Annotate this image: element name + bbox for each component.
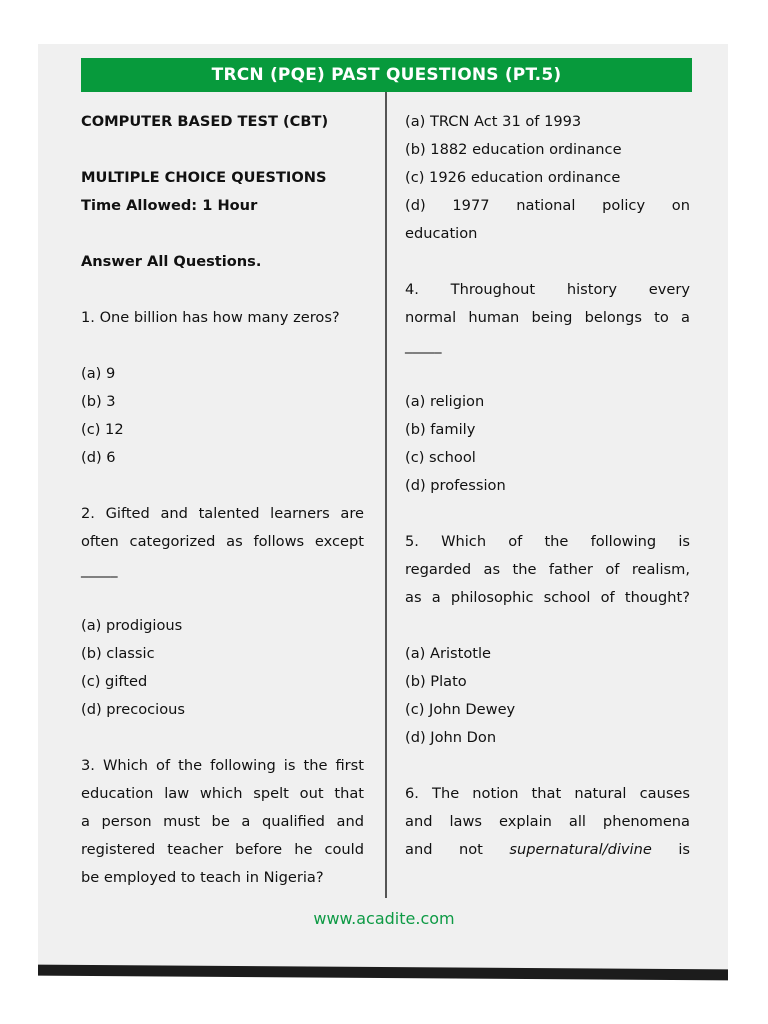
- blank-line: [81, 136, 364, 164]
- text-line: (b) 1882 education ordinance: [405, 141, 622, 158]
- text-span: and not: [405, 841, 483, 858]
- text-line: (d) 1977 national policy on: [405, 197, 690, 214]
- italic-text: supernatural/divine: [509, 841, 652, 858]
- blank-line: [81, 220, 364, 248]
- text-line: normal human being belongs to a: [405, 309, 690, 326]
- text-line: be employed to teach in Nigeria?: [81, 869, 324, 886]
- text-line: (d) John Don: [405, 729, 497, 746]
- text-line: (c) gifted: [81, 673, 148, 690]
- text-line: 2. Gifted and talented learners are: [81, 505, 364, 522]
- text-line: (c) 12: [81, 421, 124, 438]
- text-line: education: [405, 225, 478, 242]
- blank-line: [81, 724, 364, 752]
- left-column: [81, 108, 364, 892]
- website-footer: www.acadite.com: [313, 909, 455, 928]
- blank-line: [405, 612, 690, 640]
- text-line: (a) prodigious: [81, 617, 183, 634]
- text-line: Answer All Questions.: [81, 253, 262, 270]
- text-line: 1. One billion has how many zeros?: [81, 309, 340, 326]
- text-line: 6. The notion that natural causes: [405, 785, 690, 802]
- blank-line: [81, 472, 364, 500]
- text-line: (a) religion: [405, 393, 485, 410]
- blank-line: [405, 248, 690, 276]
- right-column: [405, 108, 690, 864]
- text-line: [405, 836, 690, 864]
- text-line: as a philosophic school of thought?: [405, 589, 690, 606]
- blank-line: [405, 752, 690, 780]
- text-line: Time Allowed: 1 Hour: [81, 197, 258, 214]
- text-line: regarded as the father of realism,: [405, 561, 690, 578]
- text-line: (b) classic: [81, 645, 155, 662]
- text-line: registered teacher before he could: [81, 841, 364, 858]
- text-line: (d) profession: [405, 477, 506, 494]
- blank-line: [81, 584, 364, 612]
- column-divider: [385, 92, 387, 898]
- text-line: (d) 6: [81, 449, 116, 466]
- page-title-banner: [81, 58, 692, 92]
- text-line: (a) Aristotle: [405, 645, 492, 662]
- text-line: 3. Which of the following is the first: [81, 757, 364, 774]
- blank-line: [405, 500, 690, 528]
- text-span: is: [678, 841, 690, 858]
- text-line: (d) precocious: [81, 701, 186, 718]
- text-line: (b) family: [405, 421, 476, 438]
- blank-line: [81, 332, 364, 360]
- text-line: a person must be a qualified and: [81, 813, 364, 830]
- text-line: 5. Which of the following is: [405, 533, 690, 550]
- blank-line: [81, 276, 364, 304]
- text-line: (c) school: [405, 449, 476, 466]
- text-line: _____: [81, 561, 118, 578]
- text-line: (b) Plato: [405, 673, 467, 690]
- text-line: (a) 9: [81, 365, 116, 382]
- text-line: 4. Throughout history every: [405, 281, 690, 298]
- text-line: (b) 3: [81, 393, 116, 410]
- text-line: (a) TRCN Act 31 of 1993: [405, 113, 582, 130]
- text-line: (c) John Dewey: [405, 701, 516, 718]
- text-line: MULTIPLE CHOICE QUESTIONS: [81, 169, 327, 186]
- text-line: often categorized as follows except: [81, 533, 364, 550]
- text-line: education law which spelt out that: [81, 785, 364, 802]
- page-title: TRCN (PQE) PAST QUESTIONS (PT.5): [211, 65, 562, 85]
- text-line: (c) 1926 education ordinance: [405, 169, 621, 186]
- text-line: and laws explain all phenomena: [405, 813, 690, 830]
- blank-line: [405, 360, 690, 388]
- text-line: _____: [405, 337, 442, 354]
- text-line: COMPUTER BASED TEST (CBT): [81, 113, 329, 130]
